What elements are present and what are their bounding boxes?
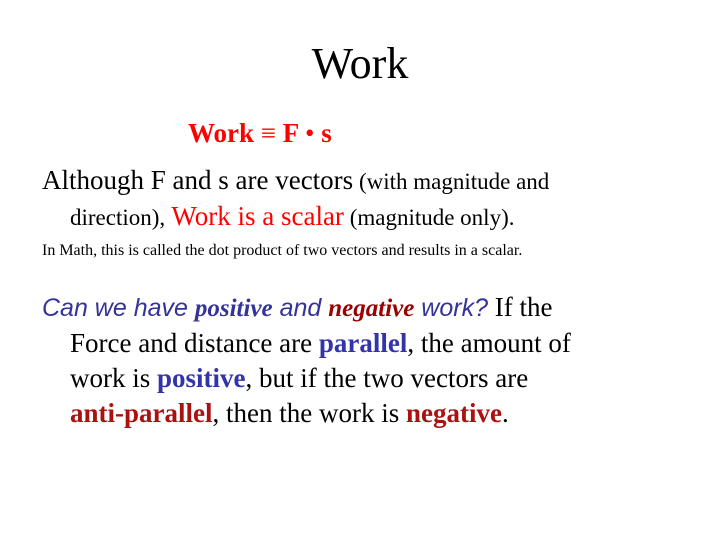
q-part-2: and <box>272 294 329 322</box>
word-parallel: parallel <box>318 328 408 358</box>
slide-title: Work <box>311 39 409 88</box>
p1-text-c: direction), <box>70 205 166 230</box>
equation-force: F <box>282 118 299 148</box>
vectors-paragraph <box>42 163 682 235</box>
p3-line-3 <box>42 361 702 396</box>
question <box>42 294 488 322</box>
p1-text-b: (with magnitude and <box>353 169 550 194</box>
word-negative: negative <box>405 398 502 428</box>
work-equation <box>188 116 332 150</box>
dot-product-note: In Math, this is called the dot product of two vectors and results in a scalar. <box>42 242 523 259</box>
p1-text-e: (magnitude only). <box>343 205 515 230</box>
word-anti-parallel: anti-parallel <box>70 398 213 428</box>
work-is-scalar: Work is a scalar <box>165 201 344 231</box>
q-negative: negative <box>328 295 415 322</box>
p3-line-2 <box>42 326 702 361</box>
p3-text-2: Force and distance are <box>70 328 319 358</box>
p3-text-5: , but if the two vectors are <box>245 363 529 393</box>
p3-text-7: . <box>501 398 509 428</box>
p3-text-1: If the <box>487 292 553 322</box>
p3-text-4: work is <box>70 363 157 393</box>
q-part-1: Can we have <box>42 294 195 322</box>
p1-line-2 <box>42 199 682 235</box>
p1-text-a: Although F and s are vectors <box>42 165 354 195</box>
p3-text-6: , then the work is <box>212 398 406 428</box>
word-positive: positive <box>157 363 246 393</box>
equiv-symbol: ≡ <box>260 118 276 148</box>
q-positive: positive <box>194 295 273 322</box>
equation-displacement: s <box>321 118 332 148</box>
p3-line-4 <box>42 396 702 431</box>
dot-symbol: • <box>305 118 315 148</box>
q-part-3: work? <box>414 294 488 322</box>
positive-negative-paragraph <box>42 290 702 431</box>
p3-text-3: , the amount of <box>407 328 571 358</box>
equation-work: Work <box>188 118 255 148</box>
